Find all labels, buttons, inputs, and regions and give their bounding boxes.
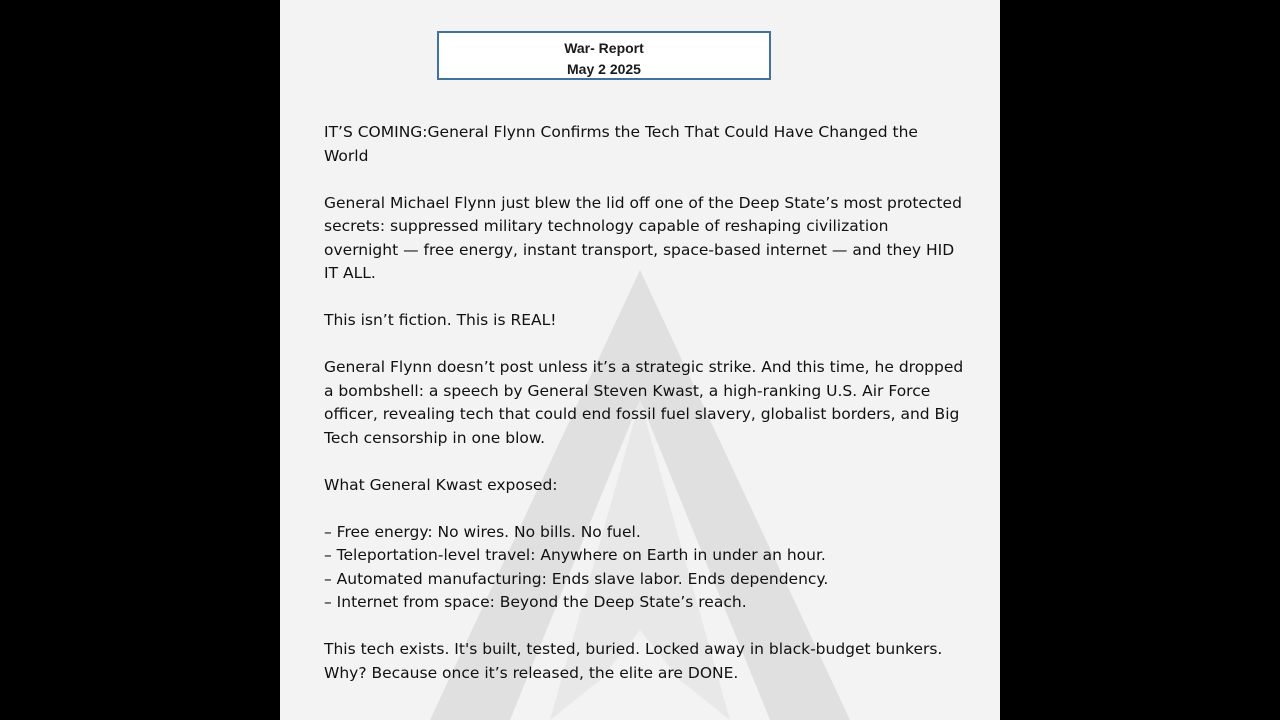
exposed-tech-list bbox=[324, 521, 964, 615]
list-item: – Teleportation-level travel: Anywhere on Earth in under an hour. bbox=[324, 546, 826, 564]
article-paragraph-2: This isn’t fiction. This is REAL! bbox=[324, 311, 557, 329]
article-body bbox=[324, 121, 964, 709]
document-page bbox=[280, 0, 1000, 720]
report-header-box bbox=[437, 31, 771, 80]
list-item: – Internet from space: Beyond the Deep State’s reach. bbox=[324, 593, 747, 611]
article-paragraph-3: General Flynn doesn’t post unless it’s a strategic strike. And this time, he dropped a bombshell: a speech by General Steven Kwast, a high-ranking U.S. Air Force officer, revealing tech that could end fossil fuel slavery, globalist borders, and Big Tech censorship in one blow. bbox=[324, 358, 964, 447]
report-title: War- Report bbox=[564, 40, 644, 56]
report-date: May 2 2025 bbox=[567, 61, 641, 77]
article-paragraph-5: This tech exists. It's built, tested, buried. Locked away in black-budget bunkers. Why? Because once it’s released, the elite are DONE. bbox=[324, 640, 943, 682]
list-item: – Free energy: No wires. No bills. No fuel. bbox=[324, 522, 641, 541]
article-paragraph-4: What General Kwast exposed: bbox=[324, 475, 558, 494]
article-headline: IT’S COMING:General Flynn Confirms the Tech That Could Have Changed the World bbox=[324, 123, 918, 165]
article-paragraph-1: General Michael Flynn just blew the lid off one of the Deep State’s most protected secrets: suppressed military technology capable of reshaping civilization overnight — free energy, instant transport, space-based internet — and they HID IT ALL. bbox=[324, 193, 962, 282]
list-item: – Automated manufacturing: Ends slave labor. Ends dependency. bbox=[324, 569, 829, 588]
